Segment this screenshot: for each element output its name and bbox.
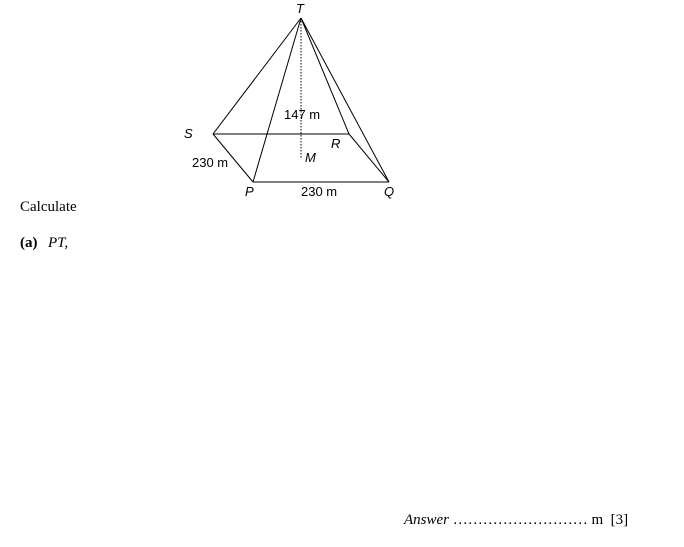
side-sp-label: 230 m <box>192 155 229 170</box>
edge-tp <box>253 18 301 182</box>
height-label: 147 m <box>284 107 321 122</box>
vertex-label-m: M <box>305 150 316 165</box>
part-label: (a) <box>20 235 38 251</box>
answer-unit: m <box>591 512 604 528</box>
answer-marks: [3] <box>610 512 629 528</box>
part-text: PT, <box>48 235 69 251</box>
vertex-label-p: P <box>245 184 254 199</box>
answer-dots[interactable]: ……………………… <box>452 512 588 528</box>
question-part-a <box>20 236 68 251</box>
edge-rq <box>349 134 389 182</box>
vertex-label-s: S <box>184 126 193 141</box>
side-pq-label: 230 m <box>301 184 338 199</box>
vertex-label-r: R <box>331 136 341 151</box>
vertex-label-q: Q <box>384 184 395 199</box>
vertex-label-t: T <box>296 1 304 16</box>
answer-prefix: Answer <box>404 512 449 528</box>
answer-line[interactable] <box>404 513 628 528</box>
question-intro: Calculate <box>20 199 77 215</box>
